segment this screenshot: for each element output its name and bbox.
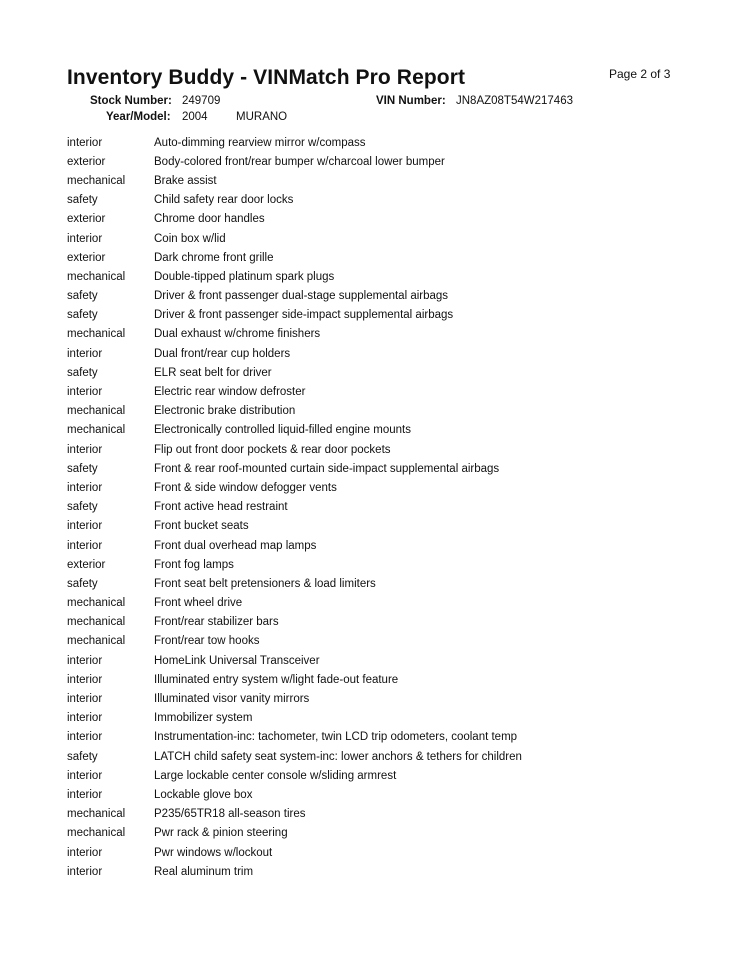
feature-category: mechanical [67,808,126,821]
feature-row [67,267,687,286]
feature-category: safety [67,501,98,514]
feature-list [67,133,687,881]
feature-category: interior [67,693,103,706]
feature-row [67,478,687,497]
feature-category: exterior [67,155,106,168]
feature-category: interior [67,769,103,782]
feature-category: interior [67,347,103,360]
feature-description: Electronic brake distribution [154,405,296,418]
feature-category: exterior [67,213,106,226]
feature-description: Front/rear tow hooks [154,635,260,648]
feature-row [67,191,687,210]
feature-description: Auto-dimming rearview mirror w/compass [154,136,366,149]
feature-category: safety [67,194,98,207]
feature-row [67,210,687,229]
feature-description: Double-tipped platinum spark plugs [154,270,335,283]
feature-description: ELR seat belt for driver [154,366,272,379]
feature-description: Front & rear roof-mounted curtain side-impact supplemental airbags [154,462,500,475]
feature-category: interior [67,481,103,494]
feature-row [67,689,687,708]
year-value: 2004 [182,111,208,123]
feature-description: Front & side window defogger vents [154,481,337,494]
feature-category: interior [67,865,103,878]
feature-category: mechanical [67,328,126,341]
feature-row [67,459,687,478]
feature-row [67,171,687,190]
feature-description: HomeLink Universal Transceiver [154,654,320,667]
feature-row [67,824,687,843]
feature-row [67,382,687,401]
feature-description: Instrumentation-inc: tachometer, twin LCD trip odometers, coolant temp [154,731,518,744]
feature-category: mechanical [67,635,126,648]
year-model-label-text: Year/Model: [106,111,171,123]
feature-row [67,613,687,632]
feature-description: Dual front/rear cup holders [154,347,291,360]
vin-number-value: JN8AZ08T54W217463 [456,95,573,107]
feature-description: Child safety rear door locks [154,194,294,207]
feature-row [67,536,687,555]
feature-category: mechanical [67,424,126,437]
feature-row [67,651,687,670]
feature-category: exterior [67,251,106,264]
feature-row [67,440,687,459]
feature-description: Lockable glove box [154,788,253,801]
feature-description: Brake assist [154,174,217,187]
feature-category: safety [67,309,98,322]
feature-description: Front/rear stabilizer bars [154,616,279,629]
year-model-label [106,111,171,123]
feature-row [67,421,687,440]
feature-description: Front wheel drive [154,597,243,610]
feature-description: Chrome door handles [154,213,265,226]
feature-row [67,133,687,152]
feature-row [67,574,687,593]
feature-category: mechanical [67,616,126,629]
feature-description: Front fog lamps [154,558,234,571]
feature-description: Front dual overhead map lamps [154,539,317,552]
feature-description: Illuminated entry system w/light fade-out feature [154,673,399,686]
feature-description: Front active head restraint [154,501,288,514]
feature-description: Coin box w/lid [154,232,226,245]
feature-row [67,402,687,421]
feature-description: LATCH child safety seat system-inc: lower anchors & tethers for children [154,750,522,763]
feature-row [67,632,687,651]
stock-number-label-text: Stock Number: [90,95,172,107]
feature-row [67,517,687,536]
feature-description: Front bucket seats [154,520,249,533]
feature-description: Front seat belt pretensioners & load limiters [154,577,376,590]
feature-row [67,229,687,248]
vin-number-label-text: VIN Number: [376,95,446,107]
feature-row [67,152,687,171]
feature-row [67,709,687,728]
feature-description: Immobilizer system [154,712,253,725]
feature-row [67,498,687,517]
feature-row [67,747,687,766]
feature-row [67,325,687,344]
feature-category: mechanical [67,827,126,840]
stock-number-value: 249709 [182,95,221,107]
vin-number-label [376,95,446,107]
feature-row [67,728,687,747]
feature-row [67,363,687,382]
feature-category: interior [67,539,103,552]
feature-category: interior [67,788,103,801]
feature-row [67,306,687,325]
feature-category: mechanical [67,597,126,610]
feature-category: interior [67,520,103,533]
model-value: MURANO [236,111,288,123]
feature-category: safety [67,366,98,379]
feature-row [67,805,687,824]
feature-row [67,287,687,306]
feature-description: Large lockable center console w/sliding armrest [154,769,397,782]
feature-category: safety [67,462,98,475]
feature-row [67,843,687,862]
feature-description: Pwr rack & pinion steering [154,827,288,840]
feature-row [67,248,687,267]
feature-description: Illuminated visor vanity mirrors [154,693,310,706]
page-indicator: Page 2 of 3 [609,67,671,81]
feature-category: mechanical [67,405,126,418]
feature-category: interior [67,654,103,667]
report-title: Inventory Buddy - VINMatch Pro Report [67,66,466,89]
feature-category: safety [67,290,98,303]
feature-category: exterior [67,558,106,571]
feature-row [67,670,687,689]
feature-description: Electric rear window defroster [154,386,306,399]
feature-description: P235/65TR18 all-season tires [154,808,306,821]
feature-category: interior [67,136,103,149]
feature-row [67,594,687,613]
feature-category: safety [67,577,98,590]
feature-category: interior [67,443,103,456]
feature-description: Real aluminum trim [154,865,254,878]
feature-description: Dark chrome front grille [154,251,274,264]
feature-category: mechanical [67,174,126,187]
feature-category: interior [67,731,103,744]
feature-description: Driver & front passenger dual-stage supplemental airbags [154,290,449,303]
feature-category: interior [67,712,103,725]
feature-description: Driver & front passenger side-impact supplemental airbags [154,309,454,322]
feature-description: Body-colored front/rear bumper w/charcoal lower bumper [154,155,445,168]
feature-category: safety [67,750,98,763]
feature-category: interior [67,232,103,245]
feature-description: Flip out front door pockets & rear door pockets [154,443,391,456]
feature-row [67,344,687,363]
feature-category: interior [67,386,103,399]
feature-description: Pwr windows w/lockout [154,846,273,859]
feature-row [67,555,687,574]
feature-row [67,785,687,804]
feature-category: interior [67,673,103,686]
feature-description: Dual exhaust w/chrome finishers [154,328,321,341]
stock-number-label [90,95,172,107]
feature-description: Electronically controlled liquid-filled engine mounts [154,424,411,437]
feature-category: mechanical [67,270,126,283]
feature-row [67,766,687,785]
feature-category: interior [67,846,103,859]
feature-row [67,862,687,881]
